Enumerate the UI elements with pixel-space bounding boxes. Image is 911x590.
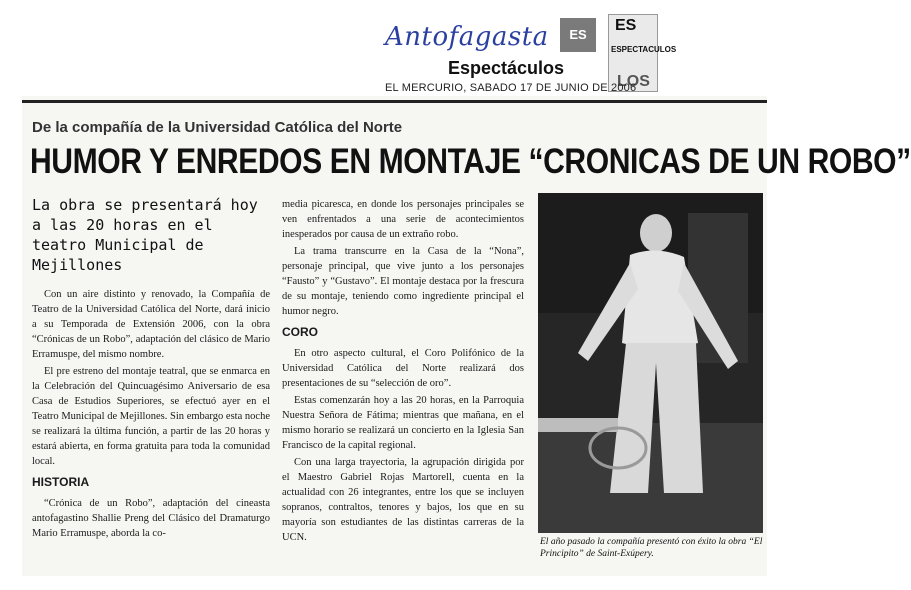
badge-middle-text: ESPECTACULOS [611, 45, 677, 54]
paragraph: “Crónica de un Robo”, adaptación del cineasta antofagastino Shallie Preng del Clásico del Dramaturgo Mario Erramuspe, aborda la co- [32, 498, 270, 539]
badge-top-text: ES [615, 17, 637, 34]
paragraph: La trama transcurre en la Casa de la “Nona”, personaje principal, que vive junto a los personajes “Fausto” y “Gustavo”. El montaje destaca por la frescura de su montaje, teniendo como ingrediente principal el humor negro. [282, 246, 524, 317]
article-kicker: De la compañía de la Universidad Católica del Norte [32, 119, 403, 136]
subhead-coro: CORO [282, 325, 318, 339]
badge-bottom-text: LOS [617, 73, 650, 90]
article-headline: HUMOR Y ENREDOS EN MONTAJE “CRONICAS DE UN ROBO” [30, 142, 911, 181]
article-photo [538, 193, 763, 533]
article-deck: La obra se presentará hoy a las 20 horas en el teatro Municipal de Mejillones [32, 196, 258, 274]
paragraph: Con una larga trayectoria, la agrupación dirigida por el Maestro Gabriel Rojas Martorell, cuenta en la actualidad con 26 integrantes, entre los que se incluyen sopranos, contraltos, tenores y bajos, los que en su mayoría son estudiantes de las distintas carreras de la UCN. [282, 457, 524, 543]
article-column-2 [282, 197, 524, 547]
header-rule [22, 100, 767, 103]
article-column-1 [32, 287, 270, 543]
newspaper-logo: ES [560, 18, 596, 52]
subhead-historia: HISTORIA [32, 475, 90, 489]
paragraph: media picaresca, en donde los personajes principales se ven enfrentados a una serie de acontecimientos inesperados por causa de un extraño robo. [282, 199, 524, 240]
paragraph: El pre estreno del montaje teatral, que se enmarca en la Celebración del Quincuagésimo Aniversario de esa Casa de Estudios Superiores, se efectuó ayer en el Teatro Municipal de Mejillones. Sin embargo esta noche se realizará la última función, a partir de las 20 horas y estará abierta, en forma gratuita para toda la comunidad local. [32, 366, 270, 467]
actor-photo-graphic [538, 193, 763, 533]
paragraph: Con un aire distinto y renovado, la Compañía de Teatro de la Universidad Católica del Norte, dará inicio a su Temporada de Extensión 2006, con la obra “Crónicas de un Robo”, adaptación del clásico de Mario Erramuspe, del mismo nombre. [32, 289, 270, 360]
newspaper-masthead: Antofagasta [385, 22, 549, 52]
paragraph: En otro aspecto cultural, el Coro Polifónico de la Universidad Católica del Norte realizará dos presentaciones de su “selección de oro”. [282, 348, 524, 389]
paragraph: Estas comenzarán hoy a las 20 horas, en la Parroquia Nuestra Señora de Fátima; mientras que mañana, en el mismo horario se realizará un concierto en la Iglesia San Francisco de la capital regional. [282, 395, 524, 451]
photo-caption: El año pasado la compañía presentó con éxito la obra “El Principito” de Saint-Exúpery. [540, 537, 763, 559]
section-badge [608, 14, 677, 92]
section-title: Espectáculos [448, 58, 565, 78]
dateline: EL MERCURIO, SABADO 17 DE JUNIO DE 2006 [385, 82, 637, 94]
